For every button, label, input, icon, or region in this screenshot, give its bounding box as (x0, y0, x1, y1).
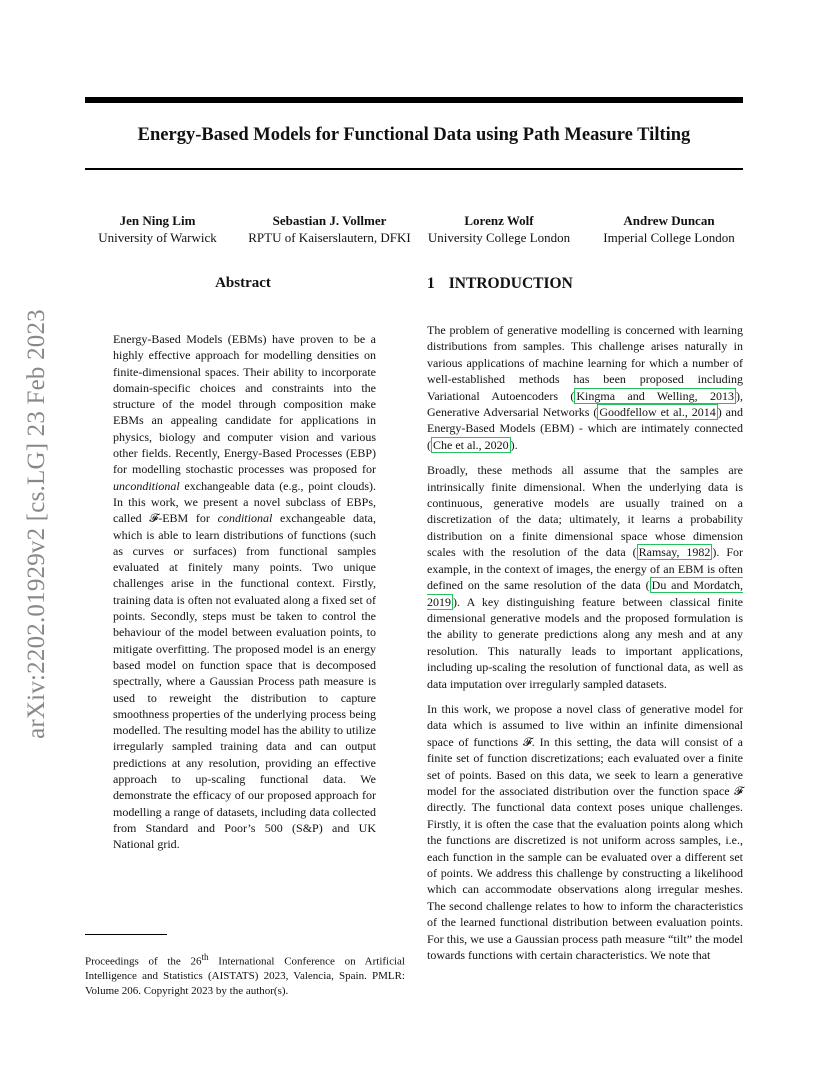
arxiv-stamp-text: arXiv:2202.01929v2 [cs.LG] 23 Feb 2023 (23, 309, 50, 739)
author-block-3 (423, 212, 575, 246)
author-name: Andrew Duncan (623, 213, 715, 228)
footnote-rule (85, 934, 167, 935)
intro-paragraph-3: In this work, we propose a novel class of generative model for data which is assumed to live within an infinite dimensional space of functions 𝓕. In this setting, the data will consist of a finite set of function discretizations; each evaluated over a finite set of points. Based on this data, we seek to learn a generative model for the associated distribution over the function space 𝓕 directly. The functional data context poses unique challenges. Firstly, it is often the case that the evaluation points along which the functions are discretized is not uniform across samples, i.e., each function in the sample can be evaluated over a different set of points. We address this challenge by constructing a likelihood which can accommodate observations along irregular meshes. The second challenge relates to how to inform the characteristics of the learned functional distribution between evaluation points. For this, we use a Gaussian process path measure “tilt” the model towards functions with certain characteristics. We note that (427, 701, 743, 963)
citation-link[interactable]: Goodfellow et al., 2014 (599, 405, 716, 420)
title-rule-top (85, 97, 743, 103)
abstract-body: Energy-Based Models (EBMs) have proven to be a highly effective approach for modelling densities on finite-dimensional spaces. Their ability to incorporate domain-specific choices and constraints into the structure of the model through composition make EBMs an appealing candidate for applications in physics, biology and computer vision and various other fields. Recently, Energy-Based Processes (EBP) for modelling stochastic processes was proposed for unconditional exchangeable data (e.g., point clouds). In this work, we present a novel subclass of EBPs, called 𝓕-EBM for conditional exchangeable data, which is able to learn distributions of functions (such as curves or surfaces) from functional samples evaluated at finitely many points. Two unique challenges arise in the functional context. Firstly, training data is often not evaluated along a fixed set of points. Secondly, steps must be taken to control the behaviour of the model between evaluation points, to mitigate overfitting. The proposed model is an energy based model on function space that is decomposed spectrally, where a Gaussian Process path measure is used to reweight the distribution to capture smoothness properties of the underlying process being modelled. The resulting model has the ability to utilize irregularly sampled training data and can output predictions at any resolution, providing an effective approach to up-scaling functional data. We demonstrate the efficacy of our proposed approach for modelling a range of datasets, including data collected from Standard and Poor’s 500 (S&P) and UK National grid. (113, 332, 376, 852)
section-title: INTRODUCTION (448, 275, 573, 292)
author-affiliation: Imperial College London (603, 230, 735, 245)
author-name: Sebastian J. Vollmer (272, 213, 387, 228)
citation-link[interactable]: Ramsay, 1982 (638, 545, 711, 560)
section-number: 1 (427, 275, 435, 292)
author-affiliation: University of Warwick (98, 230, 217, 245)
abstract-heading: Abstract (215, 275, 271, 291)
paper-title: Energy-Based Models for Functional Data using Path Measure Tilting (137, 125, 691, 145)
author-affiliation: RPTU of Kaiserslautern, DFKI (248, 230, 411, 245)
author-block-1 (85, 212, 230, 246)
title-rule-bottom (85, 168, 743, 170)
author-name: Jen Ning Lim (119, 213, 196, 228)
proceedings-footnote: Proceedings of the 26th International Conference on Artificial Intelligence and Statistics (AISTATS) 2023, Valencia, Spain. PMLR: Volume 206. Copyright 2023 by the author(s). (85, 952, 405, 997)
introduction-body (427, 322, 743, 972)
author-affiliation: University College London (427, 230, 571, 245)
citation-link[interactable]: Kingma and Welling, 2013 (576, 388, 734, 403)
citation-link[interactable]: Du and Mordatch, 2019 (427, 578, 743, 609)
arxiv-stamp (20, 290, 54, 758)
author-block-4 (595, 212, 743, 246)
section-heading-introduction (427, 275, 573, 293)
citation-link[interactable]: Che et al., 2020 (433, 437, 509, 452)
author-name: Lorenz Wolf (464, 213, 534, 228)
author-block-2 (238, 212, 421, 246)
intro-paragraph-2: Broadly, these methods all assume that the samples are intrinsically finite dimensional. When the underlying data is continuous, generative models are usually trained on a discretization of the data; ultimately, it learns a probability distribution on a finite dimensional space whose dimension scales with the resolution of the data ( Ramsay, 1982 ). For example, in the context of images, the energy of an EBM is often defined on the same resolution of the data ( Du and Mordatch, 2019 ). A key distinguishing feature between classical finite dimensional generative models and the proposed formulation is the ability to generate predictions along any mesh and at any resolution. This naturally leads to important applications, including up-scaling the resolution of functional data, as well as data imputation over irregularly sampled datasets. (427, 463, 743, 691)
intro-paragraph-1: The problem of generative modelling is concerned with learning distributions from samples. This challenge arises naturally in various applications of machine learning for which a number of well-established methods has been proposed including Variational Autoencoders ( Kingma and Welling, 2013 ), Generative Adversarial Networks ( Goodfellow et al., 2014 ) and Energy-Based Models (EBM) - which are intimately connected ( Che et al., 2020 ). (427, 323, 743, 452)
